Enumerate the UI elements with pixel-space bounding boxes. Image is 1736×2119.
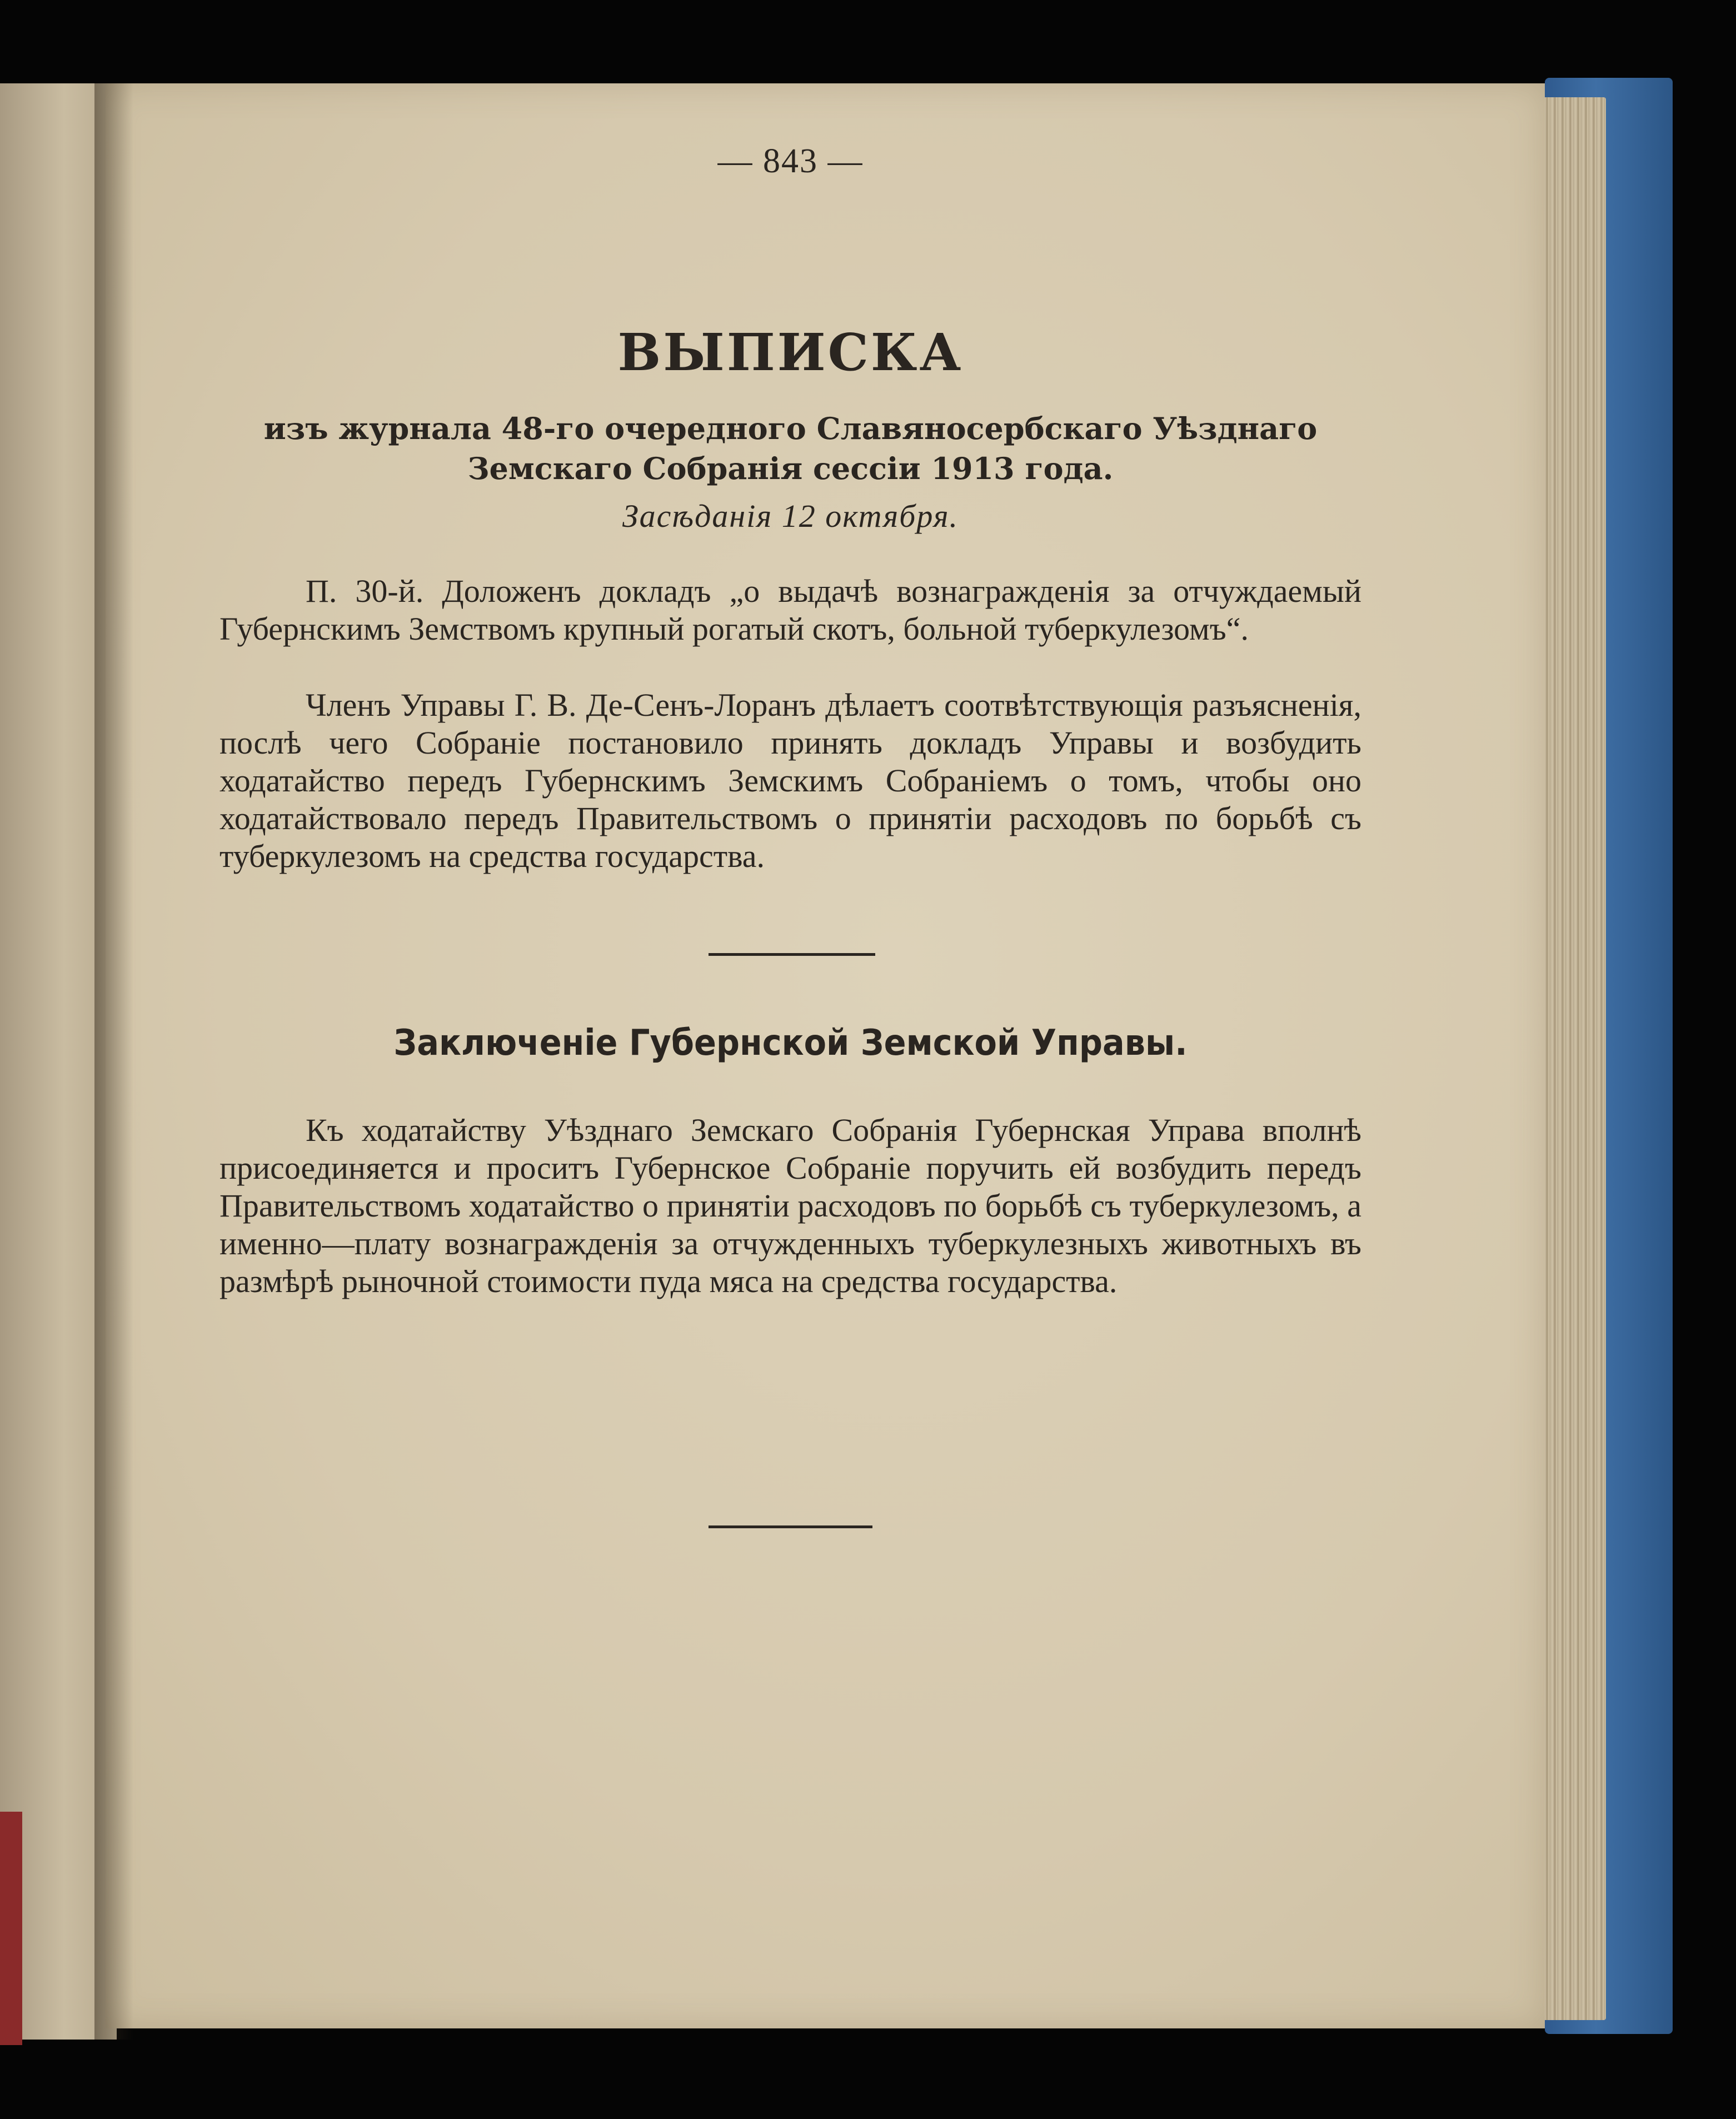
divider-rule-end bbox=[709, 1525, 872, 1528]
divider-rule bbox=[709, 953, 875, 956]
paragraph-resolution: Членъ Управы Г. В. Де-Сенъ-Лоранъ дѣлаетъ соотвѣтствующія разъясненія, послѣ чего Собраніе постановило принять докладъ Управы и возбудить ходатайство передъ Губернскимъ Земскимъ Собраніемъ о томъ, чтобы оно ходатайствовало передъ Правительствомъ о принятіи расходовъ по борьбѣ съ туберкулезомъ на средства государства. bbox=[220, 687, 1361, 874]
conclusion-title: Заключеніе Губернской Земской Управы. bbox=[393, 1023, 1188, 1064]
book-page bbox=[106, 83, 1545, 2028]
extract-subtitle: изъ журнала 48-го очередного Славяносербскаго Уѣзднаго Земскаго Собранія сессіи 1913 года. bbox=[263, 411, 1318, 486]
page-gutter-shadow bbox=[94, 83, 133, 2040]
paragraph-item-30: П. 30-й. Доложенъ докладъ „о выдачѣ вознагражденія за отчуждаемый Губернскимъ Земствомъ крупный рогатый скотъ, больной туберкулезомъ“. bbox=[220, 573, 1361, 647]
conclusion-paragraph: Къ ходатайству Уѣзднаго Земскаго Собранія Губернская Управа вполнѣ присоединяется и проситъ Губернское Собраніе поручить ей возбудить передъ Правительствомъ ходатайство о принятіи расходовъ по борьбѣ съ туберкулезомъ, а именно—плату вознагражденія за отчужденныхъ туберкулезныхъ животныхъ въ размѣрѣ рыночной стоимости пуда мяса на средства государства. bbox=[220, 1112, 1361, 1299]
page-number: — 843 — bbox=[717, 142, 864, 180]
left-cover-edge bbox=[0, 1812, 22, 2045]
extract-title: ВЫПИСКА bbox=[617, 322, 964, 382]
sitting-date: Засѣданія 12 октября. bbox=[622, 498, 959, 534]
